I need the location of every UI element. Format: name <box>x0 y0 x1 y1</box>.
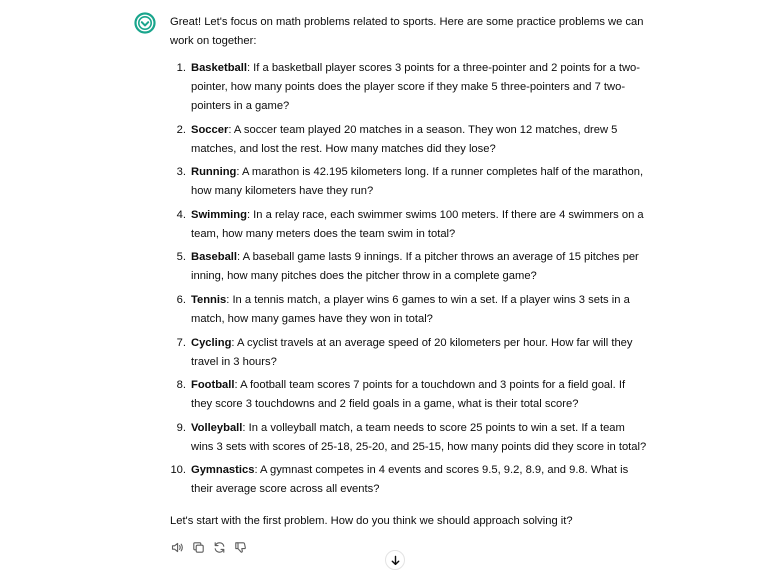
message-intro: Great! Let's focus on math problems related to sports. Here are some practice problems we can work on together: <box>170 16 644 47</box>
list-item <box>170 291 648 329</box>
list-item <box>170 334 648 372</box>
item-text: : In a tennis match, a player wins 6 games to win a set. If a player wins 3 sets in a match, how many games have they won in total? <box>191 293 630 325</box>
list-item <box>170 59 648 116</box>
item-title: Tennis <box>191 293 227 306</box>
item-title: Football <box>191 379 235 392</box>
thumbs-down-button[interactable] <box>234 541 247 554</box>
scroll-to-bottom-button[interactable] <box>385 550 405 570</box>
item-text: : A soccer team played 20 matches in a season. They won 12 matches, drew 5 matches, and lost the rest. How many matches did they lose? <box>191 123 618 155</box>
item-title: Swimming <box>191 208 247 221</box>
item-number: 3. <box>176 166 186 179</box>
item-title: Cycling <box>191 336 232 349</box>
list-item <box>170 163 648 201</box>
list-item <box>170 121 648 159</box>
item-title: Baseball <box>191 251 238 264</box>
message-actions <box>171 541 247 554</box>
item-text: : In a volleyball match, a team needs to score 25 points to win a set. If a team wins 3 sets with scores of 25-18, 25-20, and 25-15, how many points did they score in total? <box>191 421 647 453</box>
list-item <box>170 206 648 244</box>
copy-icon <box>192 541 205 554</box>
item-number: 2. <box>176 123 186 136</box>
list-item <box>170 461 648 499</box>
assistant-message <box>170 13 648 531</box>
item-text: : A cyclist travels at an average speed of 20 kilometers per hour. How far will they travel in 3 hours? <box>191 336 633 368</box>
item-title: Volleyball <box>191 421 243 434</box>
thumbs-down-icon <box>234 541 247 554</box>
item-text: : A marathon is 42.195 kilometers long. If a runner completes half of the marathon, how many kilometers have they run? <box>191 166 644 198</box>
item-number: 1. <box>176 62 186 74</box>
regenerate-button[interactable] <box>213 541 226 554</box>
list-item <box>170 376 648 414</box>
speaker-icon <box>171 541 184 554</box>
problem-list <box>170 59 648 499</box>
read-aloud-button[interactable] <box>171 541 184 554</box>
item-number: 9. <box>176 421 186 434</box>
list-item <box>170 248 648 286</box>
copy-button[interactable] <box>192 541 205 554</box>
item-number: 6. <box>176 293 186 306</box>
item-number: 4. <box>176 208 186 221</box>
list-item <box>170 419 648 457</box>
item-title: Basketball <box>191 62 247 74</box>
item-title: Soccer <box>191 123 229 136</box>
assistant-logo-icon <box>134 12 156 34</box>
item-number: 8. <box>176 379 186 392</box>
item-number: 10. <box>170 464 186 477</box>
item-title: Running <box>191 166 237 179</box>
item-text: : If a basketball player scores 3 points for a three-pointer and 2 points for a two-pointer, how many points does the player score if they make 5 three-pointers and 7 two-pointers in a game? <box>191 62 640 112</box>
arrow-down-icon <box>390 555 401 566</box>
message-outro: Let's start with the first problem. How do you think we should approach solving it? <box>170 515 573 528</box>
item-text: : A baseball game lasts 9 innings. If a pitcher throws an average of 15 pitches per inning, how many pitches does the pitcher throw in a complete game? <box>191 251 639 283</box>
item-text: : A football team scores 7 points for a touchdown and 3 points for a field goal. If they score 3 touchdowns and 2 field goals in a game, what is their total score? <box>191 379 626 411</box>
item-number: 5. <box>176 251 186 264</box>
item-text: : A gymnast competes in 4 events and scores 9.5, 9.2, 8.9, and 9.8. What is their average score across all events? <box>191 464 629 496</box>
item-text: : In a relay race, each swimmer swims 100 meters. If there are 4 swimmers on a team, how many meters does the team swim in total? <box>191 208 644 240</box>
item-number: 7. <box>176 336 186 349</box>
assistant-avatar <box>134 12 156 34</box>
item-title: Gymnastics <box>191 464 255 477</box>
refresh-icon <box>213 541 226 554</box>
